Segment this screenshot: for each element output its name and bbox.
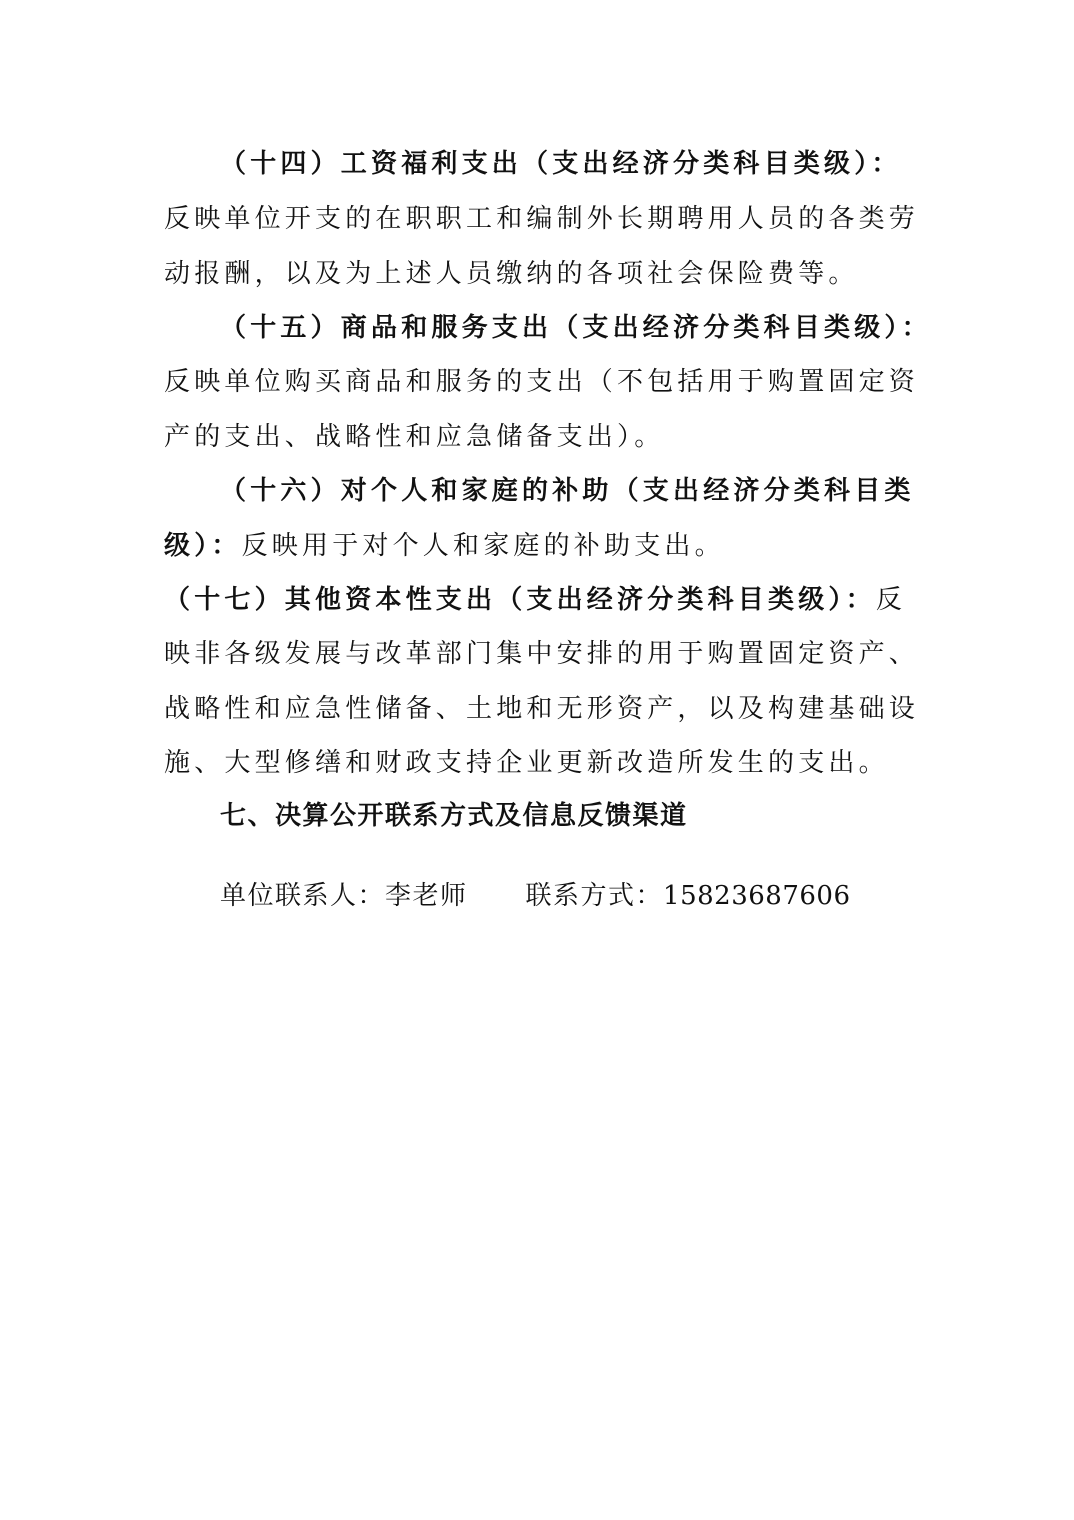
- section-17-body-start: 反: [875, 585, 907, 615]
- section-15-body-line1: 反映单位购买商品和服务的支出（不包括用于购置固定资: [164, 367, 920, 397]
- section-15-body-line2: 产的支出、战略性和应急储备支出）。: [164, 422, 665, 452]
- section-16-title-line2: [164, 530, 725, 562]
- section-14-title: （十四）工资福利支出（支出经济分类科目类级）：: [220, 149, 902, 179]
- section-16-body: 反映用于对个人和家庭的补助支出。: [241, 531, 725, 561]
- section-17-body-line3: 施、大型修缮和财政支持企业更新改造所发生的支出。: [164, 748, 889, 778]
- contact-person-label: 单位联系人：: [220, 881, 386, 911]
- contact-person-name: 李老师: [385, 881, 468, 911]
- section-16-title-tail: 级）：: [164, 531, 242, 561]
- contact-line: [220, 880, 851, 912]
- section-17-title: （十七）其他资本性支出（支出经济分类科目类级）：: [164, 585, 876, 615]
- section-17-body-line1: 映非各级发展与改革部门集中安排的用于购置固定资产、: [164, 639, 920, 669]
- contact-method-label: 联系方式：: [525, 881, 664, 911]
- section-17-body-line2: 战略性和应急性储备、土地和无形资产，以及构建基础设: [164, 694, 920, 724]
- section-14-body-line1: 反映单位开支的在职职工和编制外长期聘用人员的各类劳: [164, 204, 920, 234]
- contact-phone: 15823687606: [663, 881, 851, 911]
- heading-7: 七、决算公开联系方式及信息反馈渠道: [220, 801, 688, 831]
- section-16-title-line1: （十六）对个人和家庭的补助（支出经济分类科目类: [220, 476, 915, 506]
- section-17-title-line: [164, 584, 906, 616]
- section-14-body-line2: 动报酬，以及为上述人员缴纳的各项社会保险费等。: [164, 259, 859, 289]
- section-15-title: （十五）商品和服务支出（支出经济分类科目类级）：: [220, 313, 932, 343]
